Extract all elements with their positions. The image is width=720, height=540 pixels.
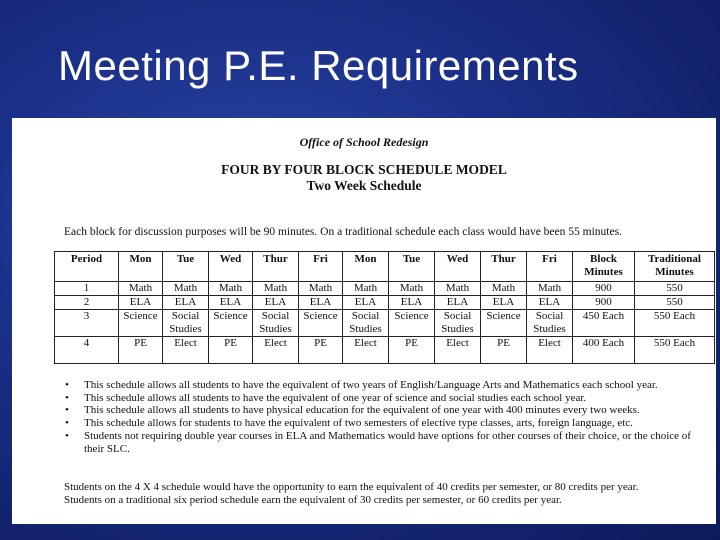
- scanned-document: [12, 118, 716, 524]
- table-cell: 1: [55, 282, 119, 296]
- table-cell: Science: [481, 310, 527, 337]
- table-cell: Science: [119, 310, 163, 337]
- header-cell: Wed: [435, 252, 481, 282]
- table-cell: Social Studies: [435, 310, 481, 337]
- table-cell: ELA: [343, 296, 389, 310]
- table-cell: Elect: [343, 337, 389, 364]
- header-cell: Tue: [163, 252, 209, 282]
- header-cell: Thur: [253, 252, 299, 282]
- credits-note: [64, 481, 638, 506]
- header-cell: Traditional Minutes: [635, 252, 715, 282]
- table-cell: Math: [253, 282, 299, 296]
- table-cell: Social Studies: [527, 310, 573, 337]
- table-cell: Math: [343, 282, 389, 296]
- table-cell: 550 Each: [635, 310, 715, 337]
- table-cell: Science: [389, 310, 435, 337]
- table-row: [55, 310, 715, 337]
- credits-line-4x4: Students on the 4 X 4 schedule would have the opportunity to earn the equivalent of 40 credits per semester, or 80 credits per year.: [64, 481, 639, 493]
- table-cell: Math: [389, 282, 435, 296]
- table-row: [55, 337, 715, 364]
- table-cell: ELA: [299, 296, 343, 310]
- table-cell: ELA: [119, 296, 163, 310]
- table-cell: PE: [481, 337, 527, 364]
- table-cell: Math: [209, 282, 253, 296]
- table-cell: 3: [55, 310, 119, 337]
- bullet-item: • This schedule allows all students to have physical education for the equivalent of one year with 400 minutes every two weeks.: [62, 404, 712, 417]
- table-cell: ELA: [163, 296, 209, 310]
- table-cell: Science: [209, 310, 253, 337]
- table-cell: Elect: [163, 337, 209, 364]
- table-cell: Elect: [435, 337, 481, 364]
- bullet-item: • This schedule allows all students to have the equivalent of two years of English/Language Arts and Mathematics each school year.: [62, 379, 712, 392]
- table-cell: Math: [299, 282, 343, 296]
- table-cell: Math: [435, 282, 481, 296]
- table-cell: 400 Each: [573, 337, 635, 364]
- slide-title: Meeting P.E. Requirements: [58, 42, 579, 89]
- table-cell: PE: [299, 337, 343, 364]
- heading-line-1: FOUR BY FOUR BLOCK SCHEDULE MODEL: [221, 162, 507, 177]
- heading-line-2: Two Week Schedule: [306, 178, 422, 193]
- table-cell: Social Studies: [253, 310, 299, 337]
- table-cell: ELA: [481, 296, 527, 310]
- table-cell: PE: [119, 337, 163, 364]
- schedule-table: [54, 251, 715, 364]
- header-cell: Mon: [119, 252, 163, 282]
- table-cell: PE: [209, 337, 253, 364]
- table-cell: ELA: [209, 296, 253, 310]
- table-cell: Math: [527, 282, 573, 296]
- table-cell: PE: [389, 337, 435, 364]
- table-cell: 4: [55, 337, 119, 364]
- table-cell: ELA: [389, 296, 435, 310]
- table-cell: ELA: [527, 296, 573, 310]
- bullet-item: • Students not requiring double year courses in ELA and Mathematics would have options for other courses of their choice, or the choice of their SLC.: [62, 430, 712, 455]
- header-cell: Mon: [343, 252, 389, 282]
- table-cell: Science: [299, 310, 343, 337]
- table-cell: Elect: [253, 337, 299, 364]
- table-cell: 550 Each: [635, 337, 715, 364]
- credits-line-traditional: Students on a traditional six period schedule earn the equivalent of 30 credits per semester, or 60 credits per year.: [64, 493, 562, 506]
- table-cell: Social Studies: [343, 310, 389, 337]
- table-cell: 900: [573, 296, 635, 310]
- header-cell: Fri: [299, 252, 343, 282]
- office-name: Office of School Redesign: [299, 135, 429, 149]
- table-cell: Math: [163, 282, 209, 296]
- schedule-header-row: [55, 252, 715, 282]
- table-cell: ELA: [253, 296, 299, 310]
- bullet-item: • This schedule allows all students to have the equivalent of one year of science and social studies each school year.: [62, 392, 712, 405]
- header-cell: Fri: [527, 252, 573, 282]
- header-cell: Period: [55, 252, 119, 282]
- table-row: [55, 296, 715, 310]
- bullet-list: [62, 379, 712, 455]
- table-row: [55, 282, 715, 296]
- table-cell: 450 Each: [573, 310, 635, 337]
- bullet-item: • This schedule allows for students to have the equivalent of two semesters of elective type classes, arts, foreign language, etc.: [62, 417, 712, 430]
- document-heading: [12, 162, 716, 194]
- table-cell: 900: [573, 282, 635, 296]
- table-cell: 550: [635, 282, 715, 296]
- table-cell: Social Studies: [163, 310, 209, 337]
- table-cell: Elect: [527, 337, 573, 364]
- table-cell: Math: [481, 282, 527, 296]
- table-cell: Math: [119, 282, 163, 296]
- header-cell: Tue: [389, 252, 435, 282]
- header-cell: Wed: [209, 252, 253, 282]
- header-cell: Thur: [481, 252, 527, 282]
- table-cell: 550: [635, 296, 715, 310]
- table-cell: ELA: [435, 296, 481, 310]
- intro-text: Each block for discussion purposes will be 90 minutes. On a traditional schedule each class would have been 55 minutes.: [64, 226, 622, 238]
- header-cell: Block Minutes: [573, 252, 635, 282]
- table-cell: 2: [55, 296, 119, 310]
